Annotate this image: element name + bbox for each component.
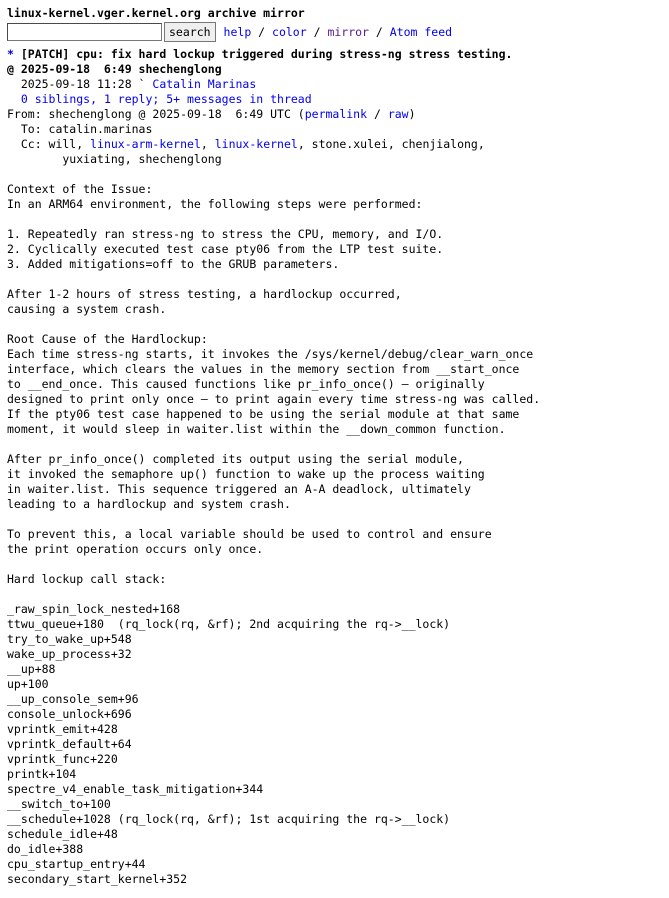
cc-linux-arm-kernel-link[interactable]: linux-arm-kernel [90,137,201,151]
blank-line [7,167,662,182]
raw-link[interactable]: raw [387,107,409,121]
nav-links [224,25,453,39]
reply-date: 2025-09-18 11:28 ` [7,77,153,91]
page [7,6,662,887]
siblings-indent [7,92,21,106]
from-text: From: shechenglong @ 2025-09-18 6:49 UTC ( [7,107,305,121]
search-input[interactable] [7,23,162,41]
cc-line-continued: yuxiating, shechenglong [7,152,222,166]
thread-reply-line [7,77,662,92]
cc-linux-kernel-link[interactable]: linux-kernel [214,137,298,151]
siblings-link[interactable]: 0 siblings, 1 reply; 5+ messages in thread [20,92,312,106]
cc-line [7,137,662,152]
to-line: To: catalin.marinas [7,122,153,136]
from-close: ) [408,107,416,121]
site-title[interactable]: linux-kernel.vger.kernel.org archive mirror [7,6,305,20]
from-separator: / [367,107,388,121]
cc-comma: , [200,137,215,151]
permalink-link[interactable]: permalink [304,107,368,121]
color-link[interactable]: color [272,25,307,39]
subject-text: [PATCH] cpu: fix hard lockup triggered during stress-ng stress testing. [20,47,513,61]
help-link[interactable]: help [223,25,252,39]
subject-anchor-link[interactable]: * [7,47,21,61]
thread-author-line: @ 2025-09-18 6:49 shechenglong [7,62,222,76]
nav-separator: / [368,25,390,39]
thread-subject [7,47,662,62]
from-line [7,107,662,122]
reply-author-link[interactable]: Catalin Marinas [152,77,257,91]
search-button[interactable]: search [164,22,216,42]
nav-separator: / [306,25,328,39]
search-row [7,22,662,42]
cc-rest: , stone.xulei, chenjialong, [297,137,485,151]
mirror-link[interactable]: mirror [327,25,369,39]
nav-separator: / [251,25,273,39]
atom-feed-link[interactable]: Atom feed [389,25,453,39]
message-body: Context of the Issue: In an ARM64 environment, the following steps were performed: 1. Repeatedly ran stress-ng to stress the CPU, memory, and I/O. 2. Cyclically executed test case pty06 from the LTP test suite. 3. Added mitigations=off to the GRUB parameters. After 1-2 hours of stress testing, a hardlockup occurred, causing a system crash. Root Cause of the Hardlockup: Each time stress-ng starts, it invokes the /sys/kernel/debug/clear_warn_once interface, which clears the values in the memory section from __start_once to __end_once. This caused functions like pr_info_once() — originally designed to print only once — to print again every time stress-ng was called. If the pty06 test case happened to be using the serial module at that same moment, it would sleep in waiter.list within the __down_common function. After pr_info_once() completed its output using the serial module, it invoked the semaphore up() function to wake up the process waiting in waiter.list. This sequence triggered an A-A deadlock, ultimately leading to a hardlockup and system crash. To prevent this, a local variable should be used to control and ensure the print operation occurs only once. Hard lockup call stack: _raw_spin_lock_nested+168 ttwu_queue+180 (rq_lock(rq, &rf); 2nd acquiring the rq->__lock) try_to_wake_up+548 wake_up_process+32 __up+88 up+100 __up_console_sem+96 console_unlock+696 vprintk_emit+428 vprintk_default+64 vprintk_func+220 printk+104 spectre_v4_enable_task_mitigation+344 __switch_to+100 __schedule+1028 (rq_lock(rq, &rf); 1st acquiring the rq->__lock) schedule_idle+48 do_idle+388 cpu_startup_entry+44 secondary_start_kernel+352 [7,182,541,886]
thread-siblings-line [7,92,662,107]
thread-summary [7,47,662,107]
cc-prefix: Cc: will, [7,137,91,151]
